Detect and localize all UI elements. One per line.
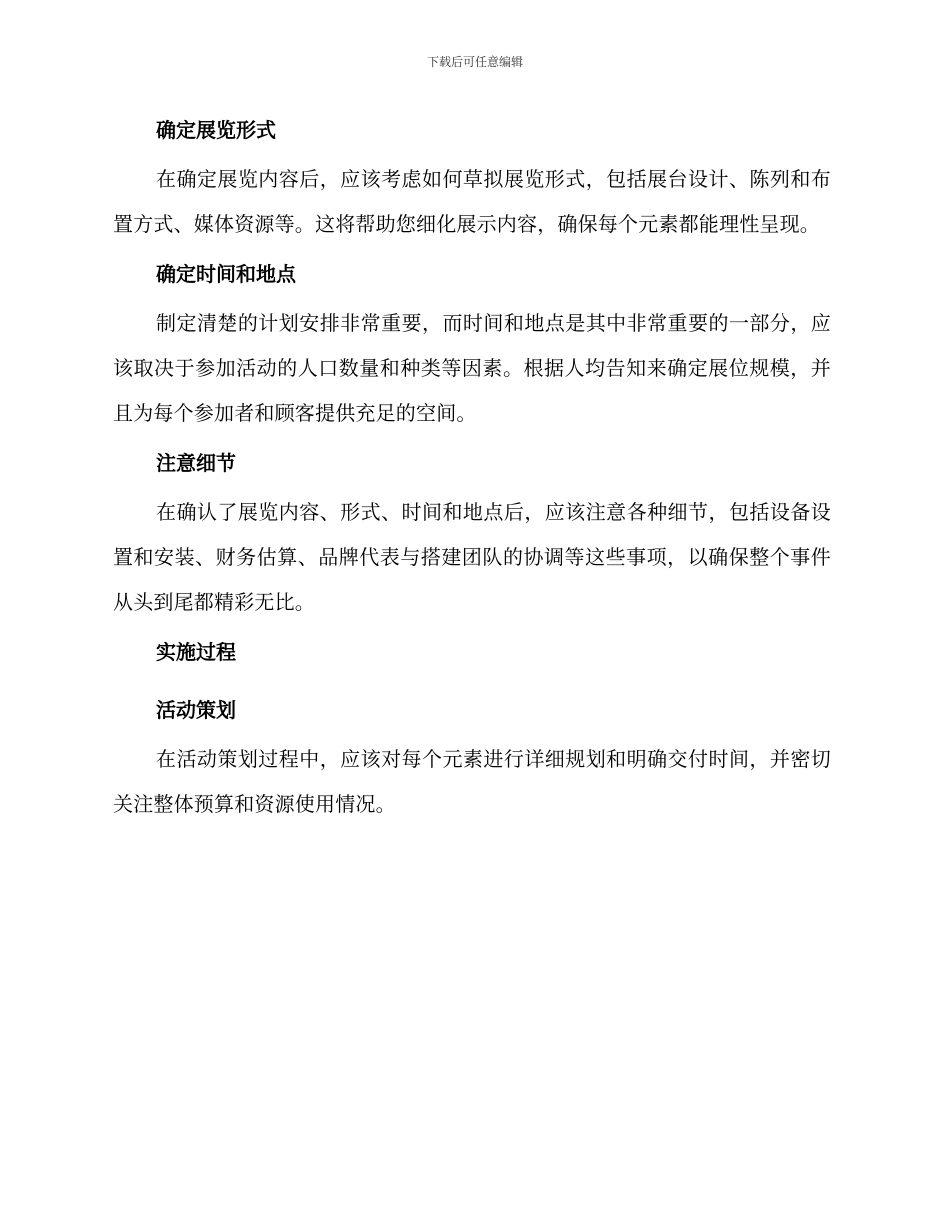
section-heading-implementation: 实施过程 [156, 640, 236, 664]
section-heading-event-planning: 活动策划 [156, 698, 236, 722]
document-body [113, 110, 831, 827]
section-heading-exhibition-format: 确定展览形式 [156, 118, 276, 142]
section-heading-time-and-place: 确定时间和地点 [156, 262, 296, 286]
section-paragraph-exhibition-format: 在确定展览内容后，应该考虑如何草拟展览形式，包括展台设计、陈列和布置方式、媒体资源等。这将帮助您细化展示内容，确保每个元素都能理性呈现。 [113, 167, 831, 236]
section-paragraph-time-and-place: 制定清楚的计划安排非常重要，而时间和地点是其中非常重要的一部分，应该取决于参加活动的人口数量和种类等因素。根据人均告知来确定展位规模，并且为每个参加者和顾客提供充足的空间。 [113, 311, 831, 425]
section-heading-details: 注意细节 [156, 451, 236, 475]
section-paragraph-event-planning: 在活动策划过程中，应该对每个元素进行详细规划和明确交付时间，并密切关注整体预算和资源使用情况。 [113, 747, 831, 816]
page-header: 下载后可任意编辑 [426, 55, 523, 69]
section-paragraph-details: 在确认了展览内容、形式、时间和地点后，应该注意各种细节，包括设备设置和安装、财务估算、品牌代表与搭建团队的协调等这些事项，以确保整个事件从头到尾都精彩无比。 [113, 500, 831, 614]
